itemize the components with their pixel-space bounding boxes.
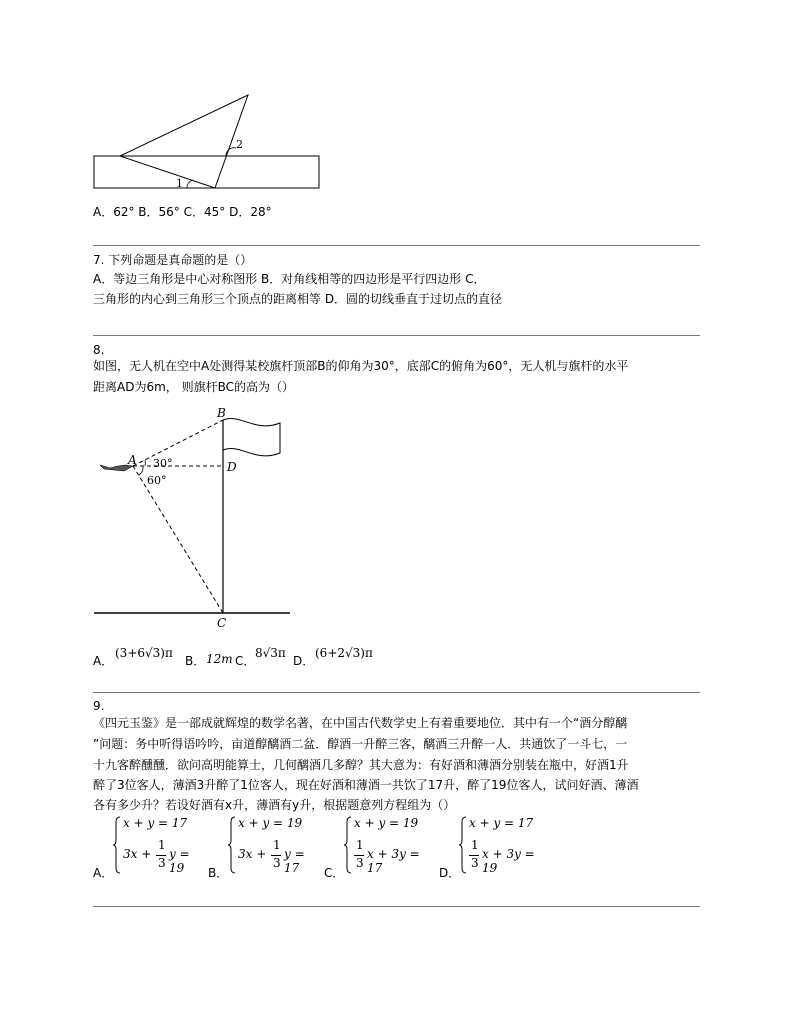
q9-option-a-frac-den: 3 <box>158 856 166 870</box>
q9-option-c-frac-den: 3 <box>356 856 364 870</box>
label-A: A <box>128 453 137 467</box>
divider-2 <box>93 335 700 336</box>
label-B: B <box>217 406 226 420</box>
q9-option-a <box>93 814 203 880</box>
q8-option-a-expr: (3+6√3)π <box>115 646 173 660</box>
q8-options <box>93 646 413 672</box>
q8-number: 8. <box>93 343 105 357</box>
q8-option-b-label: B． <box>185 654 206 668</box>
q8-line2: 距离AD为6m， 则旗杆BC的高为（） <box>93 380 294 394</box>
q8-option-b-expr: 12m <box>206 652 233 666</box>
q9-option-b-eq2b: y = 17 <box>284 847 305 875</box>
q9-option-b <box>208 814 318 880</box>
q9-option-a-eq1: x + y = 17 <box>123 816 188 830</box>
angle1-arc <box>187 180 193 188</box>
q9-option-b-eq1: x + y = 19 <box>238 816 303 830</box>
q9-line3: 十九客醉醺醺．欲问高明能算士，几何醨酒几多醇？其大意为：有好酒和薄酒分别装在瓶中，好酒1升 <box>93 758 629 772</box>
q8-figure <box>90 405 300 630</box>
q9-line1: 《四元玉鉴》是一部成就辉煌的数学名著，在中国古代数学史上有着重要地位．其中有一个“酒分醇醨 <box>93 716 628 730</box>
angle1-label: 1 <box>176 177 183 190</box>
q9-option-d <box>439 814 549 880</box>
divider-4 <box>93 906 700 907</box>
q8-option-d-label: D． <box>293 654 315 668</box>
divider-3 <box>93 692 700 693</box>
brace-icon <box>344 816 352 874</box>
q8-option-c-expr: 8√3π <box>255 646 286 660</box>
q9-option-a-frac-num: 1 <box>158 838 166 852</box>
q7-line1: 7. 下列命题是真命题的是（） <box>93 253 253 267</box>
q8-line1: 如图，无人机在空中A处测得某校旗杆顶部B的仰角为30°，底部C的俯角为60°，无人机与旗杆的水平 <box>93 359 629 373</box>
q7-line2: A．等边三角形是中心对称图形 B．对角线相等的四边形是平行四边形 C． <box>93 272 486 286</box>
q9-option-d-label: D． <box>439 866 461 880</box>
q9-option-c-eq2b: x + 3y = 17 <box>367 847 420 875</box>
q9-option-a-eq2b: y = 19 <box>169 847 190 875</box>
line-AB <box>133 420 223 466</box>
angle2-label: 2 <box>236 138 243 151</box>
q9-option-c-eq1: x + y = 19 <box>354 816 419 830</box>
divider-1 <box>93 245 700 246</box>
q9-line2: ”问题：务中听得语吟吟，亩道醇醨酒二盆．醇酒一升醉三客，醨酒三升醉一人．共通饮了一斗七，一 <box>93 737 628 751</box>
q9-option-d-frac-num: 1 <box>471 838 479 852</box>
brace-icon <box>113 816 121 874</box>
q9-line4: 醉了3位客人，薄酒3升醉了1位客人，现在好酒和薄酒一共饮了17升，醉了19位客人，试问好酒、薄酒 <box>93 778 639 792</box>
q7-line3: 三角形的内心到三角形三个顶点的距离相等 D．圆的切线垂直于过切点的直径 <box>93 292 503 306</box>
q9-number: 9. <box>93 699 105 713</box>
angle60-arc <box>139 466 143 475</box>
q9-option-d-eq1: x + y = 17 <box>469 816 534 830</box>
flag-shape <box>223 418 280 455</box>
q9-option-c-frac-num: 1 <box>356 838 364 852</box>
brace-icon <box>459 816 467 874</box>
q9-option-d-eq2b: x + 3y = 19 <box>482 847 535 875</box>
q9-option-a-label: A． <box>93 866 114 880</box>
q6-figure <box>90 90 330 195</box>
q9-option-c <box>324 814 434 880</box>
q9-line5: 各有多少升？若设好酒有x升，薄酒有y升，根据题意列方程组为（） <box>93 798 456 812</box>
q8-option-c-label: C． <box>235 654 256 668</box>
q8-option-a-label: A． <box>93 654 114 668</box>
q8-option-d-expr: (6+2√3)π <box>315 646 373 660</box>
line-AC <box>133 466 223 613</box>
ruler-rect <box>94 156 319 188</box>
q9-option-c-label: C． <box>324 866 345 880</box>
label-D: D <box>227 460 237 474</box>
q9-option-b-eq2a: 3x + <box>238 847 267 861</box>
q9-option-d-frac-den: 3 <box>471 856 479 870</box>
triangle <box>120 95 248 188</box>
brace-icon <box>228 816 236 874</box>
q9-option-b-frac-num: 1 <box>273 838 281 852</box>
q6-options: A．62° B．56° C．45° D．28° <box>93 205 272 219</box>
label-60: 60° <box>147 474 167 487</box>
q9-option-b-frac-den: 3 <box>273 856 281 870</box>
label-C: C <box>217 616 227 630</box>
q9-option-a-eq2a: 3x + <box>123 847 152 861</box>
label-30: 30° <box>153 457 173 470</box>
q9-option-b-label: B． <box>208 866 229 880</box>
